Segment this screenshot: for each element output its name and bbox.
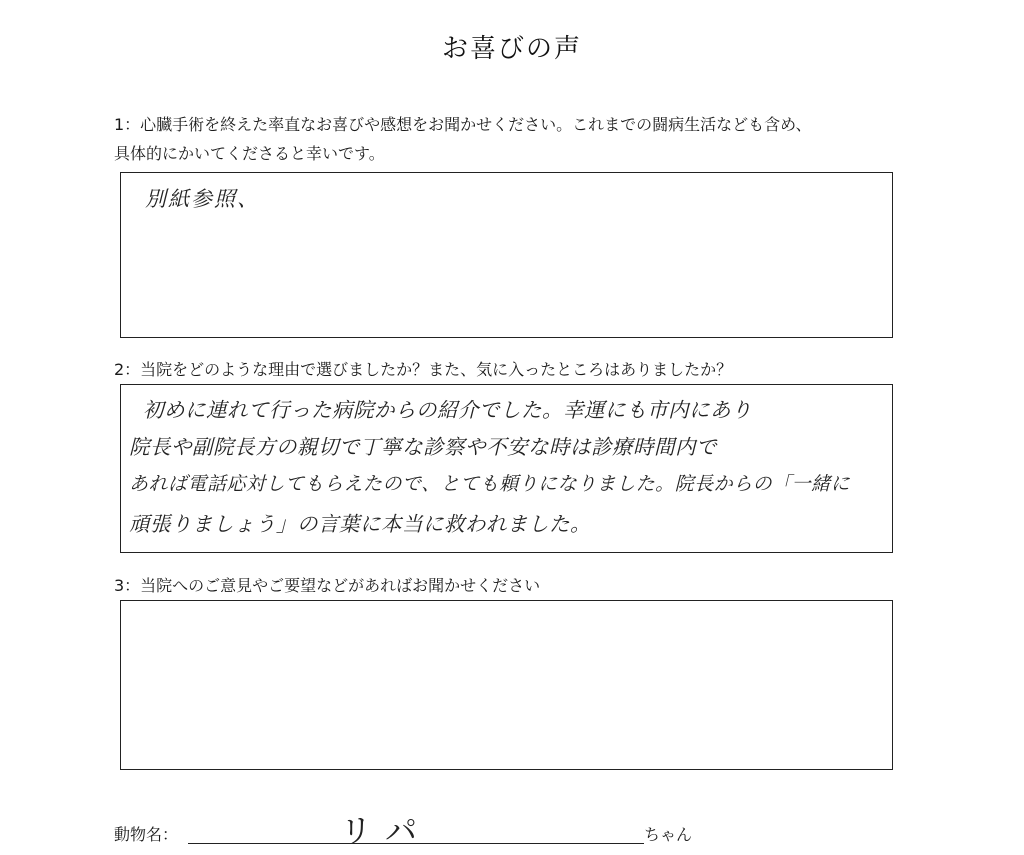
page-title: お喜びの声	[441, 34, 582, 64]
answer-2-line-4: 頑張りましょう」の言葉に本当に救われました。	[129, 512, 591, 536]
pet-name-suffix: ちゃん	[644, 825, 693, 844]
answer-1-text: 別紙参照、	[145, 187, 260, 211]
answer-2-line-2: 院長や副院長方の親切で丁寧な診察や不安な時は診療時間内で	[129, 435, 717, 459]
answer-2-box[interactable]	[120, 384, 893, 553]
answer-2-line-1: 初めに連れて行った病院からの紹介でした。幸運にも市内にあり	[143, 398, 752, 422]
question-3: 3：当院へのご意見やご要望などがあればお聞かせください	[114, 576, 541, 595]
answer-2-line-3: あれば電話応対してもらえたので、とても頼りになりました。院長からの「一緒に	[129, 473, 851, 495]
question-2: 2：当院をどのような理由で選びましたか？また、気に入ったところはありましたか？	[114, 360, 733, 379]
question-1-line-1: 1：心臓手術を終えた率直なお喜びや感想をお聞かせください。これまでの闘病生活なども含め、	[114, 115, 812, 134]
pet-name-label: 動物名：	[114, 825, 179, 844]
answer-3-box[interactable]	[120, 600, 893, 770]
question-1-line-2: 具体的にかいてくださると幸いです。	[114, 144, 385, 163]
answer-1-box[interactable]	[120, 172, 893, 338]
pet-name-value: リパ	[340, 812, 432, 850]
pet-name-row	[114, 812, 734, 852]
